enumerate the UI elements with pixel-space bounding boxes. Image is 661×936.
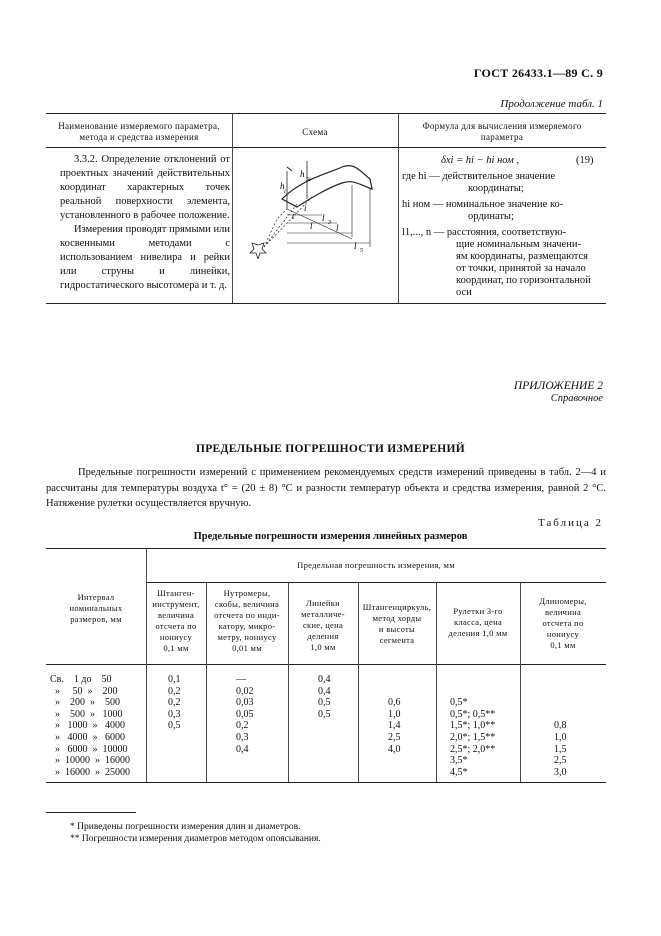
- col-shtangen: 0,1 0,2 0,2 0,3 0,5: [168, 674, 181, 732]
- col-intervals: Св. 1 до 50 » 50 » 200 » 200 » 500 » 500 » 1000 » 1000 » 4000 » 4000 » 6000 » 6000 » 10000 » 10000 » 16000 » 16000 » 25000: [50, 674, 130, 778]
- footnote-1: * Приведены погрешности измерения длин и диаметров.: [70, 822, 301, 832]
- table-2: [46, 548, 606, 783]
- table-2-label: Таблица 2: [537, 517, 603, 529]
- col-header-shtangen: Штанген- инструмент, величина отсчета по нониусу 0,1 мм: [152, 588, 200, 653]
- footnote-rule: [46, 812, 136, 813]
- method-description: 3.3.2. Определение отклонений от проектных значений действительных координат характерных точек реальной поверхности элемента, установленного в рабочее положение. Измерения проводят прямыми или косвенными методами с использованием нивелира и рейки или струны и линейки, гидростатического высотомера и т. д.: [60, 154, 230, 291]
- col-header-nutromer: Нутромеры, скобы, величина отсчета по инди- катору, микро- метру, нониусу 0,01 мм: [214, 588, 280, 653]
- scheme-label-h: h: [280, 181, 285, 191]
- scheme-label-i: i: [304, 203, 307, 213]
- group-header: Предельная погрешность измерения, мм: [297, 560, 455, 570]
- def-line: hi ном — номинальное значение ко-: [402, 199, 564, 210]
- scheme-label-l5-sub: 5: [360, 248, 363, 254]
- def-line: ординаты;: [468, 211, 514, 222]
- scheme-label-h5-sub: 5i: [306, 177, 311, 183]
- def-line: щие номинальным значени-: [456, 239, 581, 250]
- table-1: [46, 113, 606, 303]
- scheme-label-l5: l: [354, 241, 357, 251]
- appendix-subtitle: Справочное: [550, 393, 603, 404]
- col-header-ruletki: Рулетки 3-го класса, цена деления 1,0 мм: [448, 606, 508, 638]
- scheme-label-l3-sub: 3: [328, 220, 331, 226]
- col-header-lineyki: Линейки металличе- ские, цена деления 1,0 мм: [301, 598, 345, 652]
- def-line: l1,..., n — расстояния, соответствую-: [402, 227, 567, 238]
- page-header: ГОСТ 26433.1—89 С. 9: [473, 66, 603, 80]
- scheme-label-h5: h: [300, 169, 305, 179]
- col-dlinomer: 0,8 1,0 1,5 2,5 3,0: [554, 720, 567, 778]
- def-line: ям координаты, размещаются: [456, 251, 589, 262]
- col-nutromer: — 0,02 0,03 0,05 0,2 0,3 0,4: [236, 674, 254, 755]
- col-ruletki: 0,5* 0,5*; 0,5** 1,5*; 1,0** 2,0*; 1,5** 2,5*; 2,0** 3,5* 4,5*: [450, 697, 496, 778]
- footnote-2: ** Погрешности измерения диаметров методом опоясывания.: [70, 834, 321, 844]
- col-header-scheme: Схема: [302, 127, 328, 137]
- table-2-title: Предельные погрешности измерения линейных размеров: [193, 531, 468, 542]
- def-line: координат, по горизонтальной: [456, 275, 591, 286]
- scheme-label-l3b: l: [322, 213, 325, 223]
- scheme-label-l4: l: [336, 223, 339, 233]
- col-header-interval: Интервал номинальных размеров, мм: [69, 592, 123, 624]
- col-lineyki: 0,4 0,4 0,5 0,5: [318, 674, 331, 720]
- scheme-label-h-sub: i: [284, 189, 286, 195]
- def-line: оси: [456, 287, 472, 298]
- col-header-chord: Штангенциркуль, метод хорды и высоты сегмента: [362, 602, 432, 645]
- col-header-formula: Формула для вычисления измеряемого параметра: [422, 121, 582, 142]
- formula-19: δxi = hi − hi ном ,: [441, 155, 520, 166]
- intro-paragraph: Предельные погрешности измерений с применением рекомендуемых средств измерений приведены в табл. 2—4 и рассчитаны для температуры воздуха t° = (20 ± 8) °С и разности температур объекта и средства измерения, равной 2 °С. Натяжение рулетки осуществляется вручную.: [46, 467, 606, 509]
- def-line: координаты;: [468, 183, 524, 194]
- section-title: ПРЕДЕЛЬНЫЕ ПОГРЕШНОСТИ ИЗМЕРЕНИЙ: [195, 443, 466, 455]
- appendix-title: ПРИЛОЖЕНИЕ 2: [513, 380, 603, 392]
- formula-number: (19): [576, 155, 594, 166]
- def-line: от точки, принятой за начало: [456, 263, 586, 274]
- measurement-scheme-diagram: [242, 149, 392, 259]
- col-chord: 0,6 1,0 1,4 2,5 4,0: [388, 697, 401, 755]
- col-header-dlinomer: Длиномеры, величина отсчета по нониусу 0,1 мм: [539, 596, 587, 650]
- def-line: где hi — действительное значение: [402, 171, 556, 182]
- col-header-parameter: Наименование измеряемого параметра, метода и средства измерения: [58, 121, 220, 142]
- continuation-label: Продолжение табл. 1: [500, 98, 603, 110]
- scheme-label-l3: l: [310, 221, 313, 231]
- scheme-label-t: t: [292, 211, 295, 221]
